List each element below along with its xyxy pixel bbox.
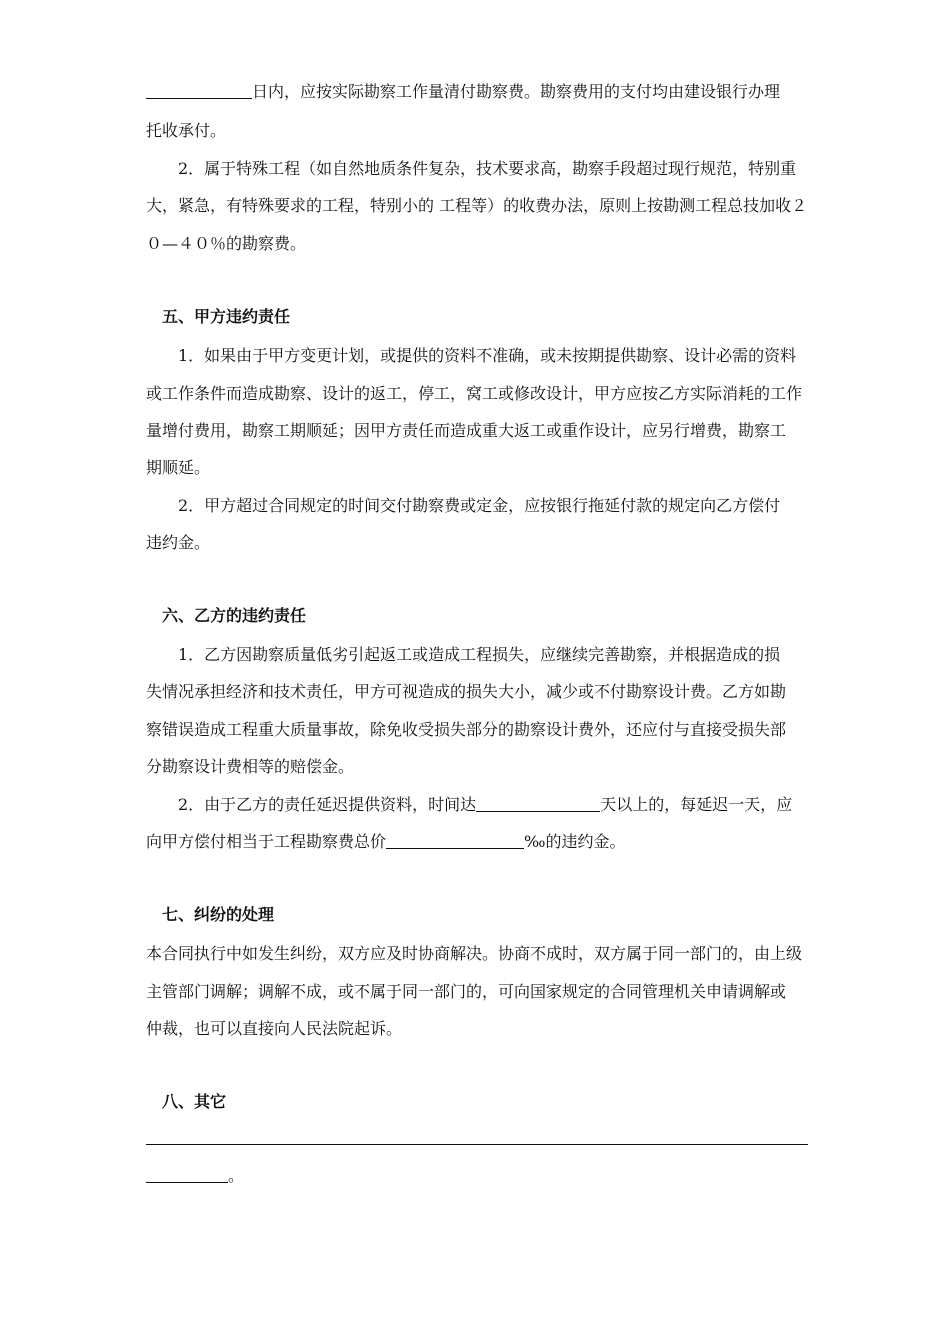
section-heading: 六、乙方的违约责任	[162, 606, 307, 625]
paragraph-line: 托收承付。	[146, 121, 227, 140]
days-blank[interactable]	[146, 82, 252, 99]
paragraph-line: 主管部门调解；调解不成，或不属于同一部门的，可向国家规定的合同管理机关申请调解或	[146, 982, 787, 1001]
delay-days-blank[interactable]	[476, 795, 600, 812]
paragraph-line: 2．属于特殊工程（如自然地质条件复杂，技术要求高，勘察手段超过现行规范，特别重	[178, 159, 797, 178]
paragraph-line: 失情况承担经济和技术责任，甲方可视造成的损失大小，减少或不付勘察设计费。乙方如勘	[146, 682, 787, 701]
paragraph-line: 违约金。	[146, 533, 211, 552]
paragraph-line: 量增付费用，勘察工期顺延；因甲方责任而造成重大返工或重作设计，应另行增费，勘察工	[146, 421, 787, 440]
other-terms-end-line: 。	[146, 1166, 808, 1186]
paragraph-line: 期顺延。	[146, 458, 211, 477]
section-heading: 七、纠纷的处理	[162, 905, 275, 924]
paragraph-line: 分勘察设计费相等的赔偿金。	[146, 757, 355, 776]
paragraph-line: 大，紧急，有特殊要求的工程，特别小的 工程等）的收费办法，原则上按勘测工程总技加收２	[146, 196, 808, 215]
paragraph-line: 本合同执行中如发生纠纷，双方应及时协商解决。协商不成时，双方属于同一部门的，由上级	[146, 944, 803, 963]
paragraph-line: 察错误造成工程重大质量事故，除免收受损失部分的勘察设计费外，还应付与直接受损失部	[146, 720, 787, 739]
section-heading: 八、其它	[162, 1092, 227, 1111]
section-heading: 五、甲方违约责任	[162, 307, 291, 326]
paragraph-line: 或工作条件而造成勘察、设计的返工，停工，窝工或修改设计，甲方应按乙方实际消耗的工作	[146, 384, 803, 403]
other-terms-blank[interactable]	[146, 1144, 808, 1145]
paragraph-line: 2．甲方超过合同规定的时间交付勘察费或定金，应按银行拖延付款的规定向乙方偿付	[178, 496, 781, 515]
delay-line: 2．由于乙方的责任延迟提供资料，时间达 天以上的，每延迟一天，应	[178, 795, 793, 814]
paragraph-line: 仲裁，也可以直接向人民法院起诉。	[146, 1019, 403, 1038]
penalty-rate-blank[interactable]	[386, 832, 524, 849]
paragraph-line: 1．如果由于甲方变更计划，或提供的资料不准确，或未按期提供勘察、设计必需的资料	[178, 346, 797, 365]
payment-text: 日内，应按实际勘察工作量清付勘察费。勘察费用的支付均由建设银行办理	[252, 82, 781, 101]
paragraph-line: 1．乙方因勘察质量低劣引起返工或造成工程损失，应继续完善勘察，并根据造成的损	[178, 645, 781, 664]
payment-line	[146, 82, 808, 102]
penalty-line: 向甲方偿付相当于工程勘察费总价 ‰的违约金。	[146, 832, 626, 851]
other-terms-blank-short[interactable]	[146, 1166, 228, 1183]
paragraph-line: ０—４０％的勘察费。	[146, 234, 307, 253]
